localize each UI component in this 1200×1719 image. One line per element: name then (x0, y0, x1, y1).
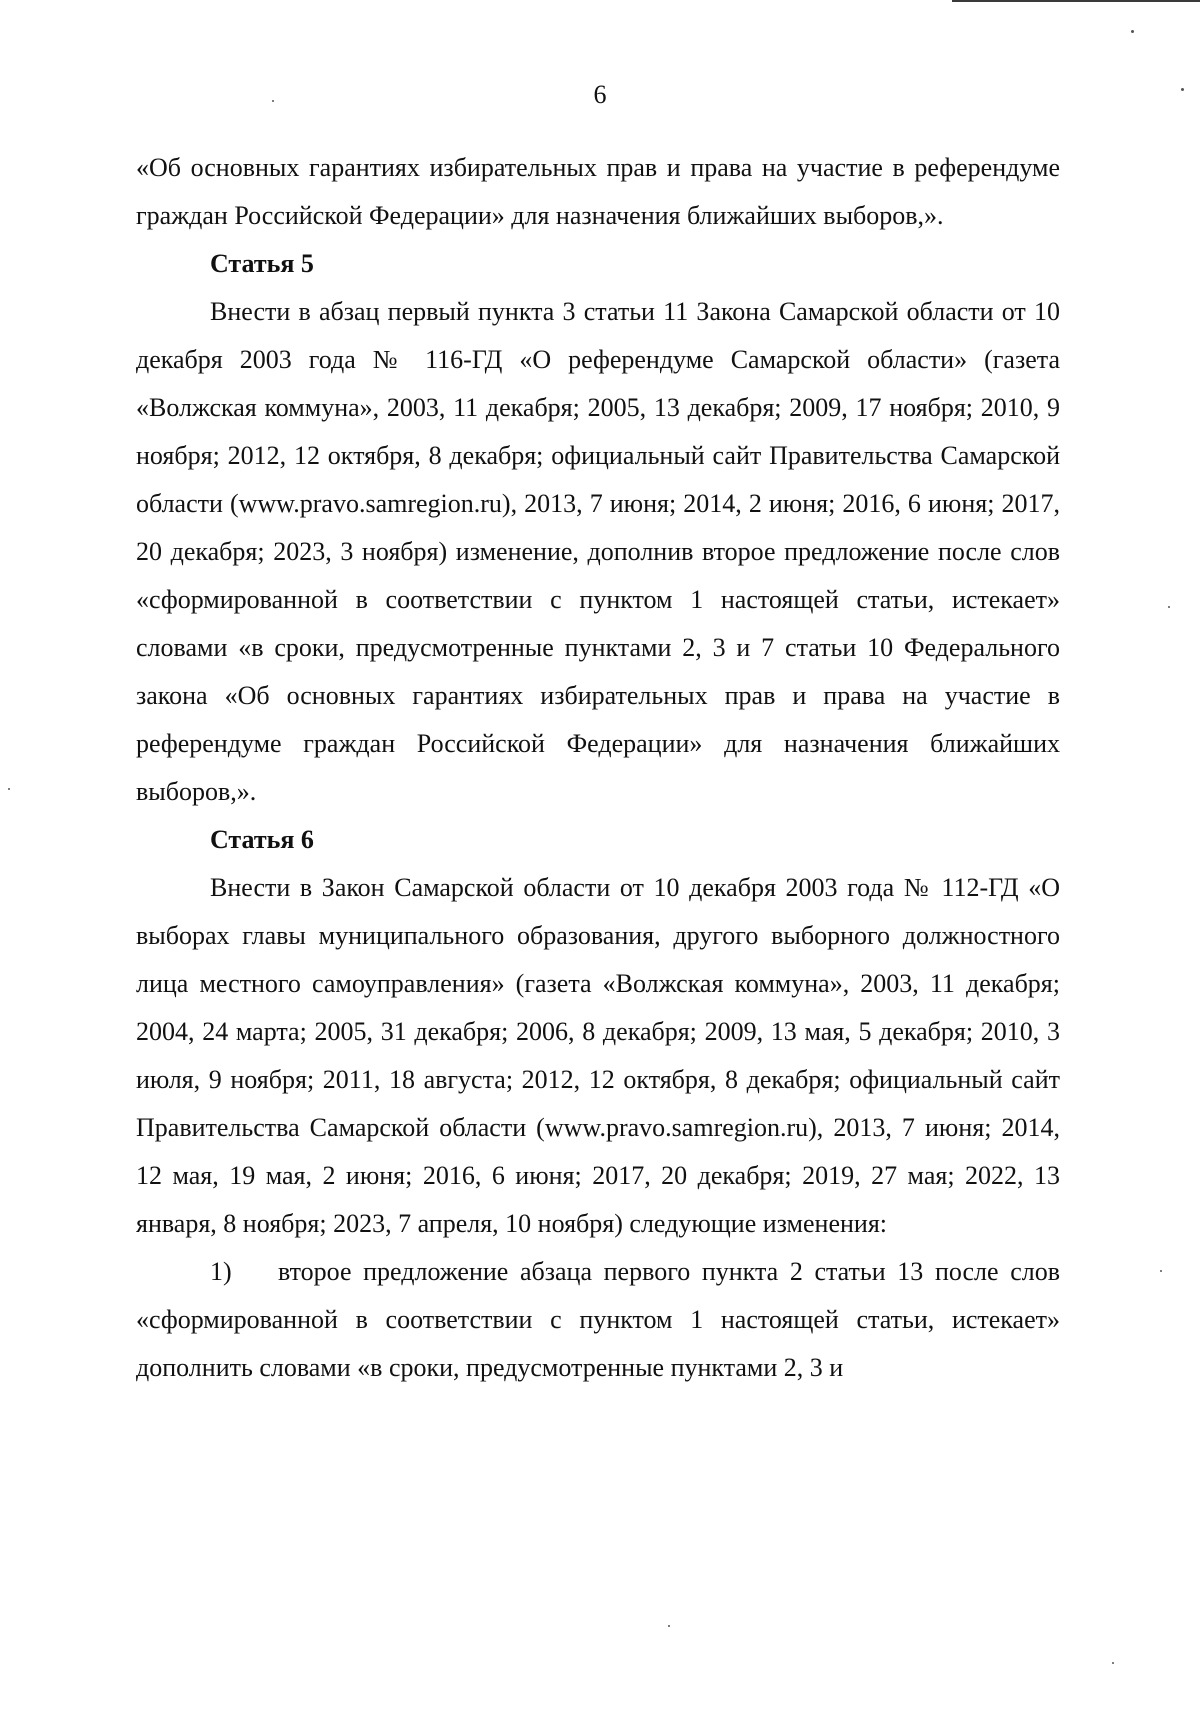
article-5-body: Внести в абзац первый пункта 3 статьи 11 Закона Самарской области от 10 декабря 2003 года № 116-ГД «О референдуме Самарской области» (газета «Волжская коммуна», 2003, 11 декабря; 2005, 13 декабря; 2009, 17 ноября; 2010, 9 ноября; 2012, 12 октября, 8 декабря; официальный сайт Правительства Самарской области (www.pravo.samregion.ru), 2013, 7 июня; 2014, 2 июня; 2016, 6 июня; 2017, 20 декабря; 2023, 3 ноября) изменение, дополнив второе предложение после слов «сформированной в соответствии с пунктом 1 настоящей статьи, истекает» словами «в сроки, предусмотренные пунктами 2, 3 и 7 статьи 10 Федерального закона «Об основных гарантиях избирательных прав и права на участие в референдуме граждан Российской Федерации» для назначения ближайших выборов,». (136, 297, 1060, 806)
scan-speck (1168, 606, 1170, 608)
document-body (136, 144, 1060, 1392)
list-item-text: второе предложение абзаца первого пункта 2 статьи 13 после слов «сформированной в соответствии с пунктом 1 настоящей статьи, истекает» дополнить словами «в сроки, предусмотренные пунктами 2, 3 и (136, 1257, 1060, 1382)
list-item (136, 1248, 1060, 1392)
scan-speck (668, 1625, 670, 1627)
article-5-heading: Статья 5 (210, 249, 314, 278)
scan-speck (1160, 1270, 1162, 1272)
scan-speck (1112, 1662, 1114, 1664)
continuation-paragraph: «Об основных гарантиях избирательных прав и права на участие в референдуме граждан Российской Федерации» для назначения ближайших выборов,». (136, 153, 1060, 230)
list-item-number: 1) (210, 1257, 232, 1286)
scan-speck (272, 100, 274, 102)
article-6-body: Внести в Закон Самарской области от 10 декабря 2003 года № 112-ГД «О выборах главы муниципального образования, другого выборного должностного лица местного самоуправления» (газета «Волжская коммуна», 2003, 11 декабря; 2004, 24 марта; 2005, 31 декабря; 2006, 8 декабря; 2009, 13 мая, 5 декабря; 2010, 3 июля, 9 ноября; 2011, 18 августа; 2012, 12 октября, 8 декабря; официальный сайт Правительства Самарской области (www.pravo.samregion.ru), 2013, 7 июня; 2014, 12 мая, 19 мая, 2 июня; 2016, 6 июня; 2017, 20 декабря; 2019, 27 мая; 2022, 13 января, 8 ноября; 2023, 7 апреля, 10 ноября) следующие изменения: (136, 873, 1060, 1238)
top-edge-rule (952, 0, 1200, 2)
scan-speck (1131, 30, 1134, 33)
scan-speck (8, 788, 10, 790)
article-6-heading: Статья 6 (210, 825, 314, 854)
page-number: 6 (593, 80, 607, 109)
scan-speck (1181, 88, 1184, 91)
